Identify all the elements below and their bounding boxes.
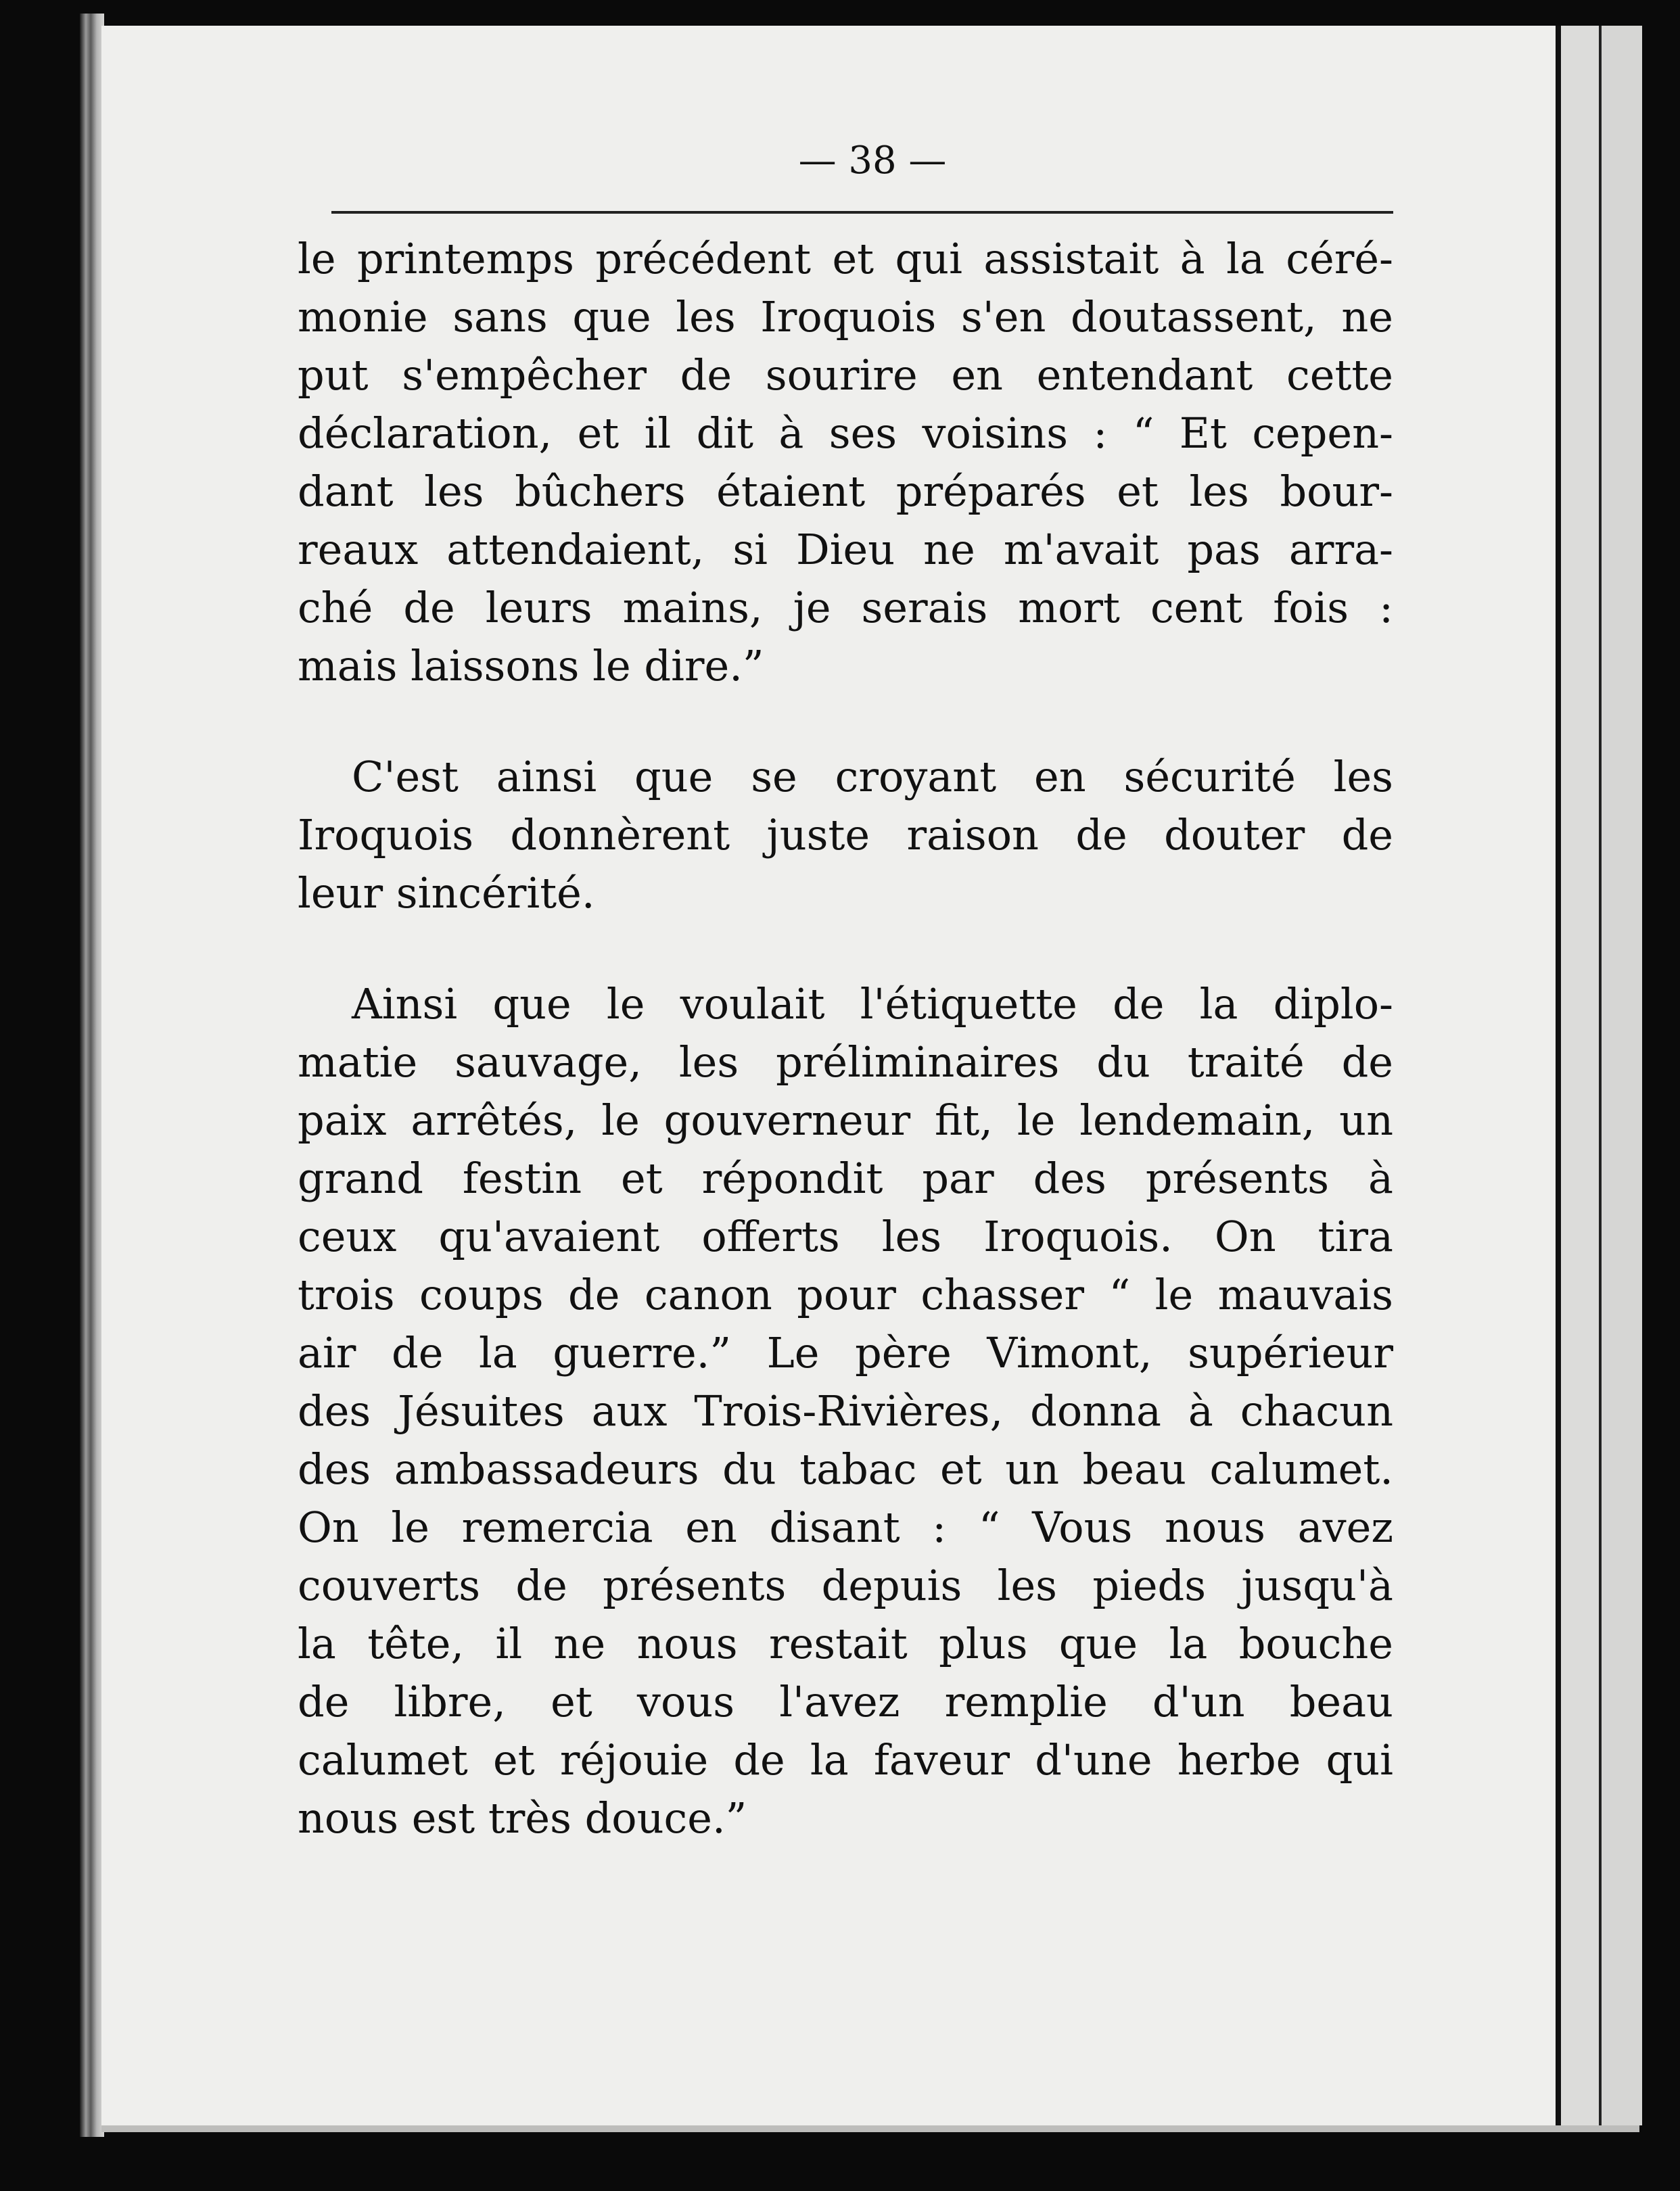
page-number: — 38 — xyxy=(798,139,947,183)
text-line: leur sincérité. xyxy=(298,868,595,918)
text-line: C'est ainsi que se croyant en sécurité les xyxy=(352,752,1393,801)
paragraph-gap xyxy=(298,922,1393,975)
text-line: put s'empêcher de sourire en entendant cette xyxy=(298,350,1393,400)
paragraph-2 xyxy=(298,748,1393,922)
text-line: matie sauvage, les préliminaires du traité de xyxy=(298,1037,1393,1087)
text-line: paix arrêtés, le gouverneur fit, le lendemain, un xyxy=(298,1096,1393,1145)
book-fore-edge xyxy=(1599,26,1642,2125)
text-line: trois coups de canon pour chasser “ le mauvais xyxy=(298,1270,1393,1319)
book-gutter xyxy=(80,14,104,2137)
text-line: le printemps précédent et qui assistait à la céré- xyxy=(298,234,1393,283)
text-line: monie sans que les Iroquois s'en doutassent, ne xyxy=(298,292,1393,341)
text-line: des ambassadeurs du tabac et un beau calumet. xyxy=(298,1444,1393,1494)
text-line: Ainsi que le voulait l'étiquette de la diplo- xyxy=(352,979,1393,1029)
text-line: ceux qu'avaient offerts les Iroquois. On tira xyxy=(298,1212,1393,1261)
text-line: dant les bûchers étaient préparés et les bour- xyxy=(298,467,1393,516)
header-rule xyxy=(331,211,1393,214)
text-line: couverts de présents depuis les pieds jusqu'à xyxy=(298,1561,1393,1610)
text-line: grand festin et répondit par des présents à xyxy=(298,1154,1393,1203)
body-text xyxy=(298,230,1393,1847)
text-line: la tête, il ne nous restait plus que la bouche xyxy=(298,1619,1393,1668)
paragraph-1 xyxy=(298,230,1393,695)
text-line: de libre, et vous l'avez remplie d'un beau xyxy=(298,1677,1393,1726)
text-line: des Jésuites aux Trois-Rivières, donna à chacun xyxy=(298,1386,1393,1436)
page-bottom-edge xyxy=(101,2125,1639,2132)
paragraph-3 xyxy=(298,975,1393,1847)
adjacent-page-edge xyxy=(1556,26,1604,2125)
text-line: reaux attendaient, si Dieu ne m'avait pas arra- xyxy=(298,525,1393,574)
text-line: Iroquois donnèrent juste raison de douter de xyxy=(298,810,1393,859)
paragraph-gap xyxy=(298,695,1393,748)
text-line: On le remercia en disant : “ Vous nous avez xyxy=(298,1503,1393,1552)
text-line: nous est très douce.” xyxy=(298,1793,747,1843)
text-line: déclaration, et il dit à ses voisins : “ Et cepen- xyxy=(298,408,1393,458)
text-line: air de la guerre.” Le père Vimont, supérieur xyxy=(298,1328,1393,1377)
text-line: ché de leurs mains, je serais mort cent fois : xyxy=(298,583,1393,632)
text-line: calumet et réjouie de la faveur d'une herbe qui xyxy=(298,1735,1393,1785)
text-line: mais laissons le dire.” xyxy=(298,641,764,690)
